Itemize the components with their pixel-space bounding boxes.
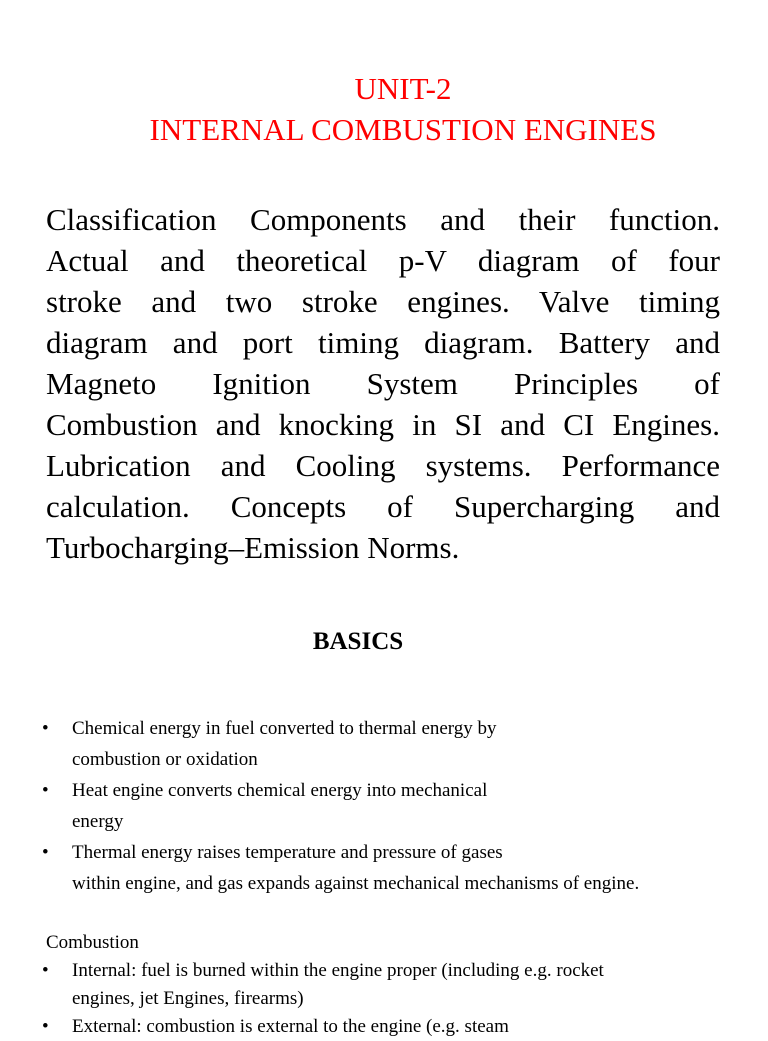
syllabus-line: Magneto Ignition System Principles of <box>46 366 720 401</box>
bullet-text-line: energy <box>72 811 124 832</box>
syllabus-line: Lubrication and Cooling systems. Performance <box>46 448 720 483</box>
basics-bullet-list <box>42 713 732 899</box>
list-item <box>42 775 732 837</box>
slide-basics <box>0 600 768 1037</box>
section-heading: BASICS <box>312 628 404 655</box>
bullet-text-line: engines, jet Engines, firearms) <box>72 988 304 1009</box>
bullet-icon: • <box>42 1016 49 1037</box>
list-item <box>42 957 732 1013</box>
unit-title: INTERNAL COMBUSTION ENGINES <box>149 112 657 147</box>
bullet-text-line: Chemical energy in fuel converted to thermal energy by <box>72 718 497 739</box>
bullet-text-line: within engine, and gas expands against mechanical mechanisms of engine. <box>72 873 640 894</box>
list-item <box>42 1013 732 1041</box>
list-item <box>42 837 732 899</box>
combustion-bullet-list <box>42 957 732 1041</box>
bullet-text-line: combustion or oxidation <box>72 749 258 770</box>
bullet-icon: • <box>42 780 49 801</box>
bullet-text-line: Heat engine converts chemical energy into mechanical <box>72 780 488 801</box>
syllabus-line: diagram and port timing diagram. Battery and <box>46 325 720 360</box>
syllabus-line: stroke and two stroke engines. Valve timing <box>46 284 720 319</box>
bullet-icon: • <box>42 842 49 863</box>
syllabus-line: calculation. Concepts of Supercharging and <box>46 489 720 524</box>
list-item <box>42 713 732 775</box>
syllabus-paragraph <box>46 199 720 568</box>
unit-label: UNIT-2 <box>354 71 452 106</box>
bullet-text-line: External: combustion is external to the engine (e.g. steam <box>72 1016 509 1037</box>
bullet-text-line: Internal: fuel is burned within the engine proper (including e.g. rocket <box>72 960 604 981</box>
bullet-icon: • <box>42 960 49 981</box>
combustion-heading: Combustion <box>46 932 139 953</box>
bullet-text-line: Thermal energy raises temperature and pressure of gases <box>72 842 503 863</box>
syllabus-line: Actual and theoretical p-V diagram of four <box>46 243 720 278</box>
syllabus-line: Classification Components and their function. <box>46 202 720 237</box>
bullet-icon: • <box>42 718 49 739</box>
syllabus-line: Combustion and knocking in SI and CI Engines. <box>46 407 720 442</box>
syllabus-line: Turbocharging–Emission Norms. <box>46 530 460 565</box>
